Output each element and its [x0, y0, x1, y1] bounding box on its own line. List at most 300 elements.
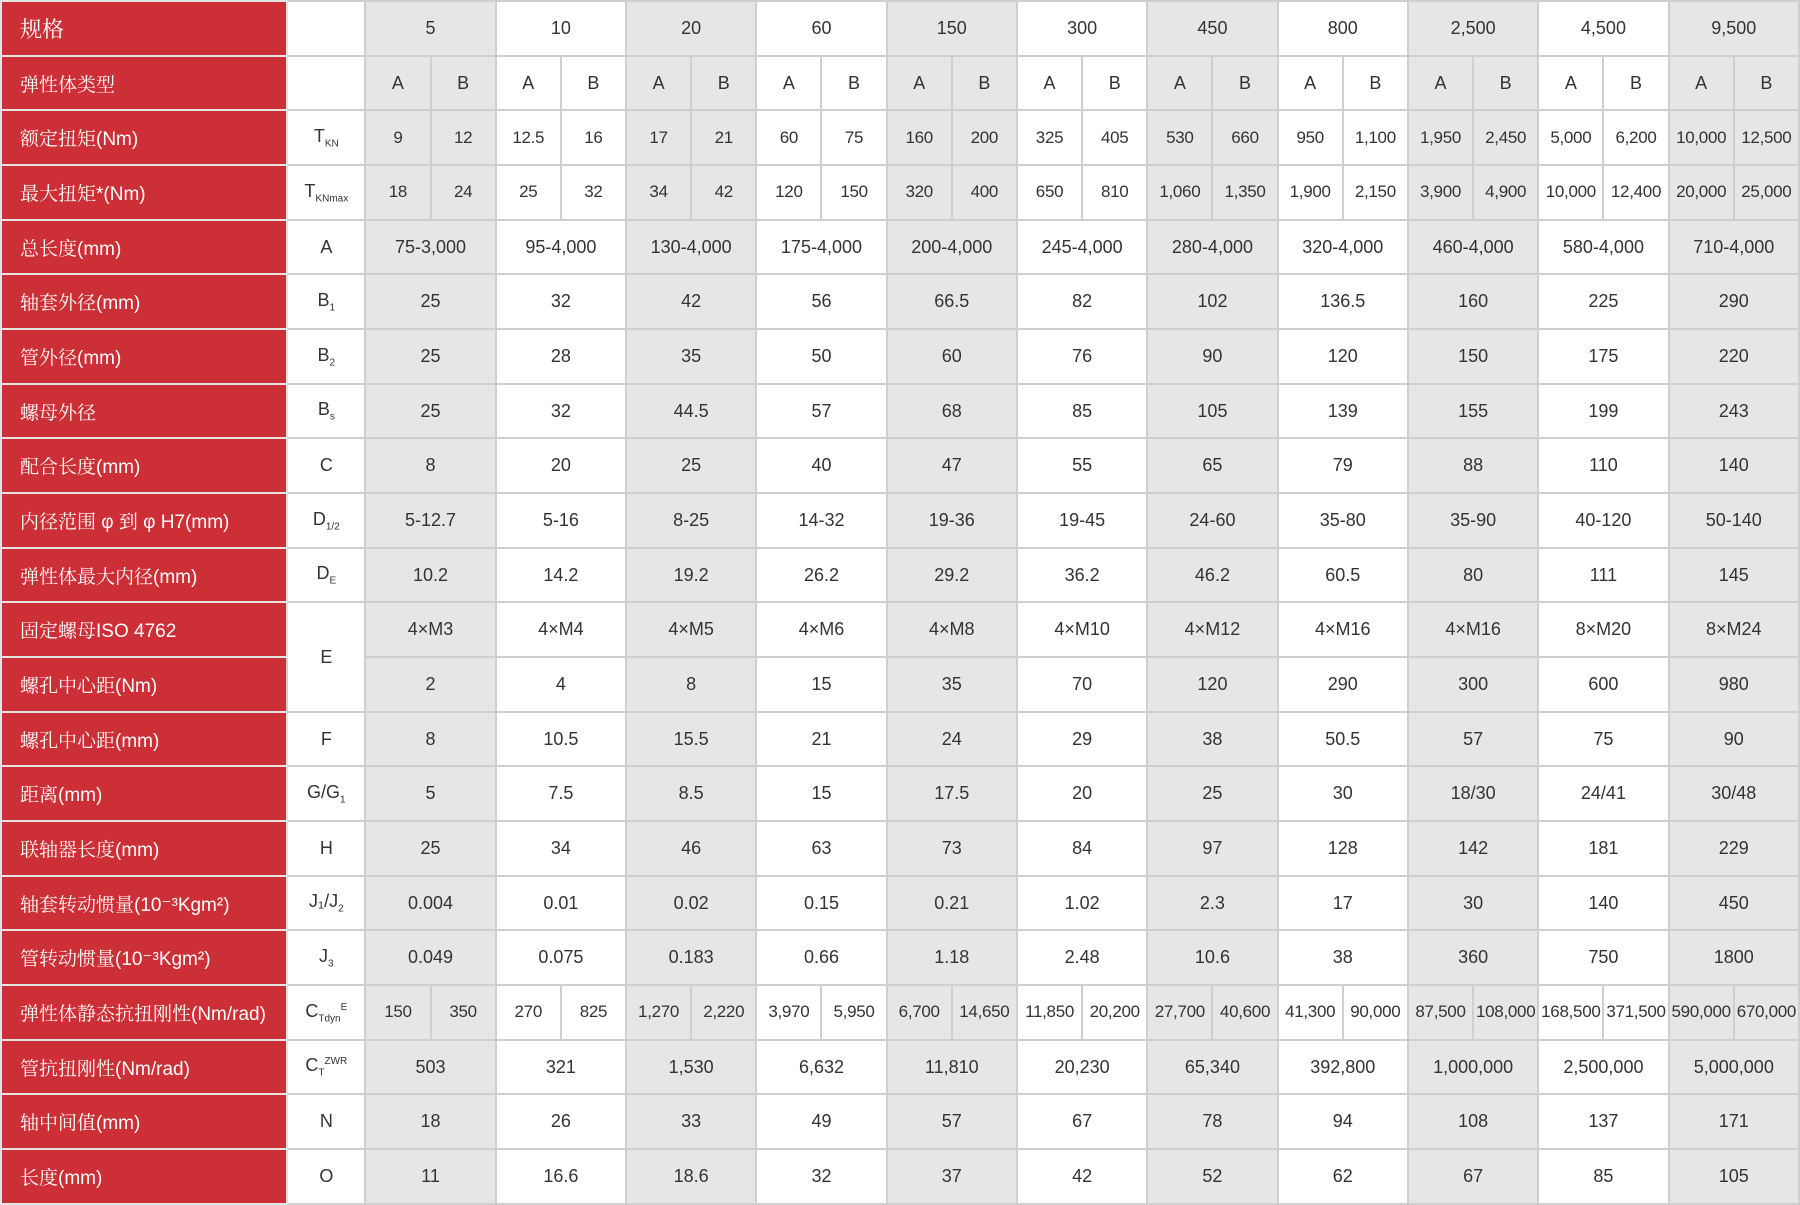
value-cell: 10,000 [1538, 165, 1603, 220]
value-cell: 6,200 [1603, 110, 1668, 165]
value-cell: 27,700 [1147, 985, 1212, 1040]
value-cell: 2,450 [1473, 110, 1538, 165]
value-cell: 42 [626, 274, 756, 329]
type-cell: B [821, 56, 886, 111]
value-cell: 7.5 [496, 766, 626, 821]
value-cell: 530 [1147, 110, 1212, 165]
value-cell: 49 [756, 1094, 886, 1149]
value-cell: 325 [1017, 110, 1082, 165]
value-cell: 405 [1082, 110, 1147, 165]
value-cell: 0.02 [626, 876, 756, 931]
value-cell: 19-45 [1017, 493, 1147, 548]
value-cell: 57 [887, 1094, 1017, 1149]
value-cell: 3,900 [1408, 165, 1473, 220]
value-cell: 17 [626, 110, 691, 165]
value-cell: 35-80 [1278, 493, 1408, 548]
row-label: 长度(mm) [1, 1149, 287, 1204]
value-cell: 8 [365, 438, 495, 493]
symbol-subscript: 1 [329, 302, 336, 314]
value-cell: 110 [1538, 438, 1668, 493]
value-cell: 40,600 [1212, 985, 1277, 1040]
value-cell: 2,220 [691, 985, 756, 1040]
symbol-subscript: 1/2 [325, 521, 340, 533]
symbol-main: B [317, 399, 330, 420]
type-cell: A [1669, 56, 1734, 111]
value-cell: 17 [1278, 876, 1408, 931]
value-cell: 4×M6 [756, 602, 886, 657]
value-cell: 24 [887, 712, 1017, 767]
value-cell: 150 [365, 985, 430, 1040]
value-cell: 18 [365, 165, 430, 220]
value-cell: 42 [1017, 1149, 1147, 1204]
value-cell: 5-16 [496, 493, 626, 548]
value-cell: 0.075 [496, 930, 626, 985]
symbol-main: D [312, 508, 326, 529]
table-row [1, 493, 1799, 548]
value-cell: 2,500,000 [1538, 1040, 1668, 1095]
value-cell: 350 [431, 985, 496, 1040]
row-label: 总长度(mm) [1, 220, 287, 275]
size-header: 60 [756, 1, 886, 56]
row-label: 管抗扭刚性(Nm/rad) [1, 1040, 287, 1095]
symbol-main: O [319, 1166, 334, 1187]
value-cell: 36.2 [1017, 548, 1147, 603]
type-cell: B [691, 56, 756, 111]
value-cell: 140 [1538, 876, 1668, 931]
symbol-main: C [305, 1055, 319, 1076]
value-cell: 84 [1017, 821, 1147, 876]
size-header: 4,500 [1538, 1, 1668, 56]
row-label: 固定螺母ISO 4762 [1, 602, 287, 657]
type-cell: B [1603, 56, 1668, 111]
value-cell: 34 [496, 821, 626, 876]
value-cell: 11,850 [1017, 985, 1082, 1040]
value-cell: 88 [1408, 438, 1538, 493]
value-cell: 47 [887, 438, 1017, 493]
value-cell: 12 [431, 110, 496, 165]
value-cell: 4×M10 [1017, 602, 1147, 657]
symbol-main: B [317, 289, 330, 310]
type-cell: A [365, 56, 430, 111]
symbol-main: D [316, 563, 330, 584]
value-cell: 21 [691, 110, 756, 165]
value-cell: 90 [1147, 329, 1277, 384]
type-cell: B [1212, 56, 1277, 111]
value-cell: 450 [1669, 876, 1799, 931]
value-cell: 26.2 [756, 548, 886, 603]
symbol-main: J₁/J [309, 891, 339, 912]
value-cell: 229 [1669, 821, 1799, 876]
header-row-type [1, 56, 1799, 111]
value-cell: 14,650 [952, 985, 1017, 1040]
table-row [1, 165, 1799, 220]
value-cell: 220 [1669, 329, 1799, 384]
value-cell: 30 [1278, 766, 1408, 821]
size-header: 20 [626, 1, 756, 56]
row-symbol [287, 1040, 365, 1095]
value-cell: 37 [887, 1149, 1017, 1204]
value-cell: 320-4,000 [1278, 220, 1408, 275]
value-cell: 750 [1538, 930, 1668, 985]
value-cell: 590,000 [1669, 985, 1734, 1040]
value-cell: 55 [1017, 438, 1147, 493]
value-cell: 2.3 [1147, 876, 1277, 931]
row-symbol [287, 493, 365, 548]
value-cell: 20 [496, 438, 626, 493]
value-cell: 5,950 [821, 985, 886, 1040]
value-cell: 50 [756, 329, 886, 384]
symbol-main: J [319, 945, 329, 966]
table-row [1, 384, 1799, 439]
value-cell: 1,530 [626, 1040, 756, 1095]
header-type-symbol [287, 56, 365, 111]
symbol-subscript: 2 [338, 903, 344, 915]
value-cell: 57 [756, 384, 886, 439]
value-cell: 139 [1278, 384, 1408, 439]
table-row [1, 274, 1799, 329]
value-cell: 1,000,000 [1408, 1040, 1538, 1095]
symbol-main: T [313, 125, 325, 146]
value-cell: 140 [1669, 438, 1799, 493]
table-row [1, 1149, 1799, 1204]
symbol-main: B [317, 344, 330, 365]
value-cell: 150 [1408, 329, 1538, 384]
value-cell: 20,200 [1082, 985, 1147, 1040]
header-spec-symbol [287, 1, 365, 56]
value-cell: 75 [821, 110, 886, 165]
value-cell: 321 [496, 1040, 626, 1095]
row-label: 弹性体静态抗扭刚性(Nm/rad) [1, 985, 287, 1040]
type-cell: A [626, 56, 691, 111]
value-cell: 400 [952, 165, 1017, 220]
type-cell: B [431, 56, 496, 111]
value-cell: 105 [1147, 384, 1277, 439]
value-cell: 18/30 [1408, 766, 1538, 821]
row-label: 内径范围 φ 到 φ H7(mm) [1, 493, 287, 548]
size-header: 800 [1278, 1, 1408, 56]
value-cell: 371,500 [1603, 985, 1668, 1040]
value-cell: 1,900 [1278, 165, 1343, 220]
value-cell: 60.5 [1278, 548, 1408, 603]
symbol-subscript: KNmax [315, 193, 349, 205]
value-cell: 10.2 [365, 548, 495, 603]
value-cell: 111 [1538, 548, 1668, 603]
value-cell: 200-4,000 [887, 220, 1017, 275]
value-cell: 16.6 [496, 1149, 626, 1204]
value-cell: 20 [1017, 766, 1147, 821]
value-cell: 25 [626, 438, 756, 493]
symbol-main: C [319, 455, 333, 476]
value-cell: 4×M12 [1147, 602, 1277, 657]
header-type-label: 弹性体类型 [1, 56, 287, 111]
value-cell: 128 [1278, 821, 1408, 876]
value-cell: 41,300 [1278, 985, 1343, 1040]
symbol-subscript: 3 [328, 958, 334, 970]
type-cell: B [1082, 56, 1147, 111]
value-cell: 825 [561, 985, 626, 1040]
row-label: 螺孔中心距(mm) [1, 712, 287, 767]
row-symbol: E [287, 602, 365, 711]
table-row [1, 712, 1799, 767]
value-cell: 42 [691, 165, 756, 220]
value-cell: 90,000 [1343, 985, 1408, 1040]
value-cell: 60 [887, 329, 1017, 384]
value-cell: 70 [1017, 657, 1147, 712]
row-label: 最大扭矩*(Nm) [1, 165, 287, 220]
value-cell: 1,100 [1343, 110, 1408, 165]
symbol-main: N [319, 1111, 333, 1132]
value-cell: 155 [1408, 384, 1538, 439]
value-cell: 30 [1408, 876, 1538, 931]
value-cell: 950 [1278, 110, 1343, 165]
value-cell: 20,230 [1017, 1040, 1147, 1095]
value-cell: 199 [1538, 384, 1668, 439]
value-cell: 33 [626, 1094, 756, 1149]
value-cell: 145 [1669, 548, 1799, 603]
value-cell: 5,000 [1538, 110, 1603, 165]
value-cell: 4,900 [1473, 165, 1538, 220]
value-cell: 8-25 [626, 493, 756, 548]
value-cell: 60 [756, 110, 821, 165]
table-row [1, 876, 1799, 931]
value-cell: 8×M24 [1669, 602, 1799, 657]
symbol-subscript: E [329, 575, 337, 587]
value-cell: 25 [365, 274, 495, 329]
table-row [1, 766, 1799, 821]
value-cell: 6,632 [756, 1040, 886, 1095]
row-symbol [287, 220, 365, 275]
row-label: 额定扭矩(Nm) [1, 110, 287, 165]
value-cell: 25 [365, 329, 495, 384]
row-symbol [287, 821, 365, 876]
value-cell: 142 [1408, 821, 1538, 876]
value-cell: 171 [1669, 1094, 1799, 1149]
value-cell: 32 [496, 274, 626, 329]
value-cell: 136.5 [1278, 274, 1408, 329]
size-header: 2,500 [1408, 1, 1538, 56]
value-cell: 24/41 [1538, 766, 1668, 821]
value-cell: 67 [1017, 1094, 1147, 1149]
symbol-main: A [320, 236, 333, 257]
value-cell: 68 [887, 384, 1017, 439]
value-cell: 40-120 [1538, 493, 1668, 548]
value-cell: 1.02 [1017, 876, 1147, 931]
value-cell: 0.049 [365, 930, 495, 985]
value-cell: 600 [1538, 657, 1668, 712]
row-label: 距离(mm) [1, 766, 287, 821]
value-cell: 35 [887, 657, 1017, 712]
value-cell: 243 [1669, 384, 1799, 439]
value-cell: 130-4,000 [626, 220, 756, 275]
row-symbol [287, 1149, 365, 1204]
value-cell: 2.48 [1017, 930, 1147, 985]
row-label: 螺孔中心距(Nm) [1, 657, 287, 712]
value-cell: 57 [1408, 712, 1538, 767]
value-cell: 460-4,000 [1408, 220, 1538, 275]
value-cell: 35 [626, 329, 756, 384]
row-symbol [287, 329, 365, 384]
table-row [1, 1094, 1799, 1149]
symbol-main: C [305, 1000, 319, 1021]
value-cell: 65 [1147, 438, 1277, 493]
value-cell: 4×M16 [1408, 602, 1538, 657]
value-cell: 280-4,000 [1147, 220, 1277, 275]
value-cell: 0.004 [365, 876, 495, 931]
value-cell: 225 [1538, 274, 1668, 329]
value-cell: 1,270 [626, 985, 691, 1040]
value-cell: 26 [496, 1094, 626, 1149]
value-cell: 14-32 [756, 493, 886, 548]
value-cell: 25 [365, 821, 495, 876]
value-cell: 19-36 [887, 493, 1017, 548]
value-cell: 120 [1147, 657, 1277, 712]
row-symbol [287, 876, 365, 931]
type-cell: A [1017, 56, 1082, 111]
row-symbol [287, 110, 365, 165]
value-cell: 16 [561, 110, 626, 165]
value-cell: 34 [626, 165, 691, 220]
value-cell: 15 [756, 657, 886, 712]
row-label: 管转动惯量(10⁻³Kgm²) [1, 930, 287, 985]
table-row [1, 657, 1799, 712]
value-cell: 4×M16 [1278, 602, 1408, 657]
value-cell: 18.6 [626, 1149, 756, 1204]
value-cell: 4×M4 [496, 602, 626, 657]
table-row [1, 985, 1799, 1040]
value-cell: 82 [1017, 274, 1147, 329]
value-cell: 15.5 [626, 712, 756, 767]
row-label: 弹性体最大内径(mm) [1, 548, 287, 603]
value-cell: 392,800 [1278, 1040, 1408, 1095]
value-cell: 25,000 [1734, 165, 1799, 220]
value-cell: 1,060 [1147, 165, 1212, 220]
value-cell: 8 [626, 657, 756, 712]
value-cell: 0.01 [496, 876, 626, 931]
value-cell: 35-90 [1408, 493, 1538, 548]
value-cell: 137 [1538, 1094, 1668, 1149]
row-label: 轴中间值(mm) [1, 1094, 287, 1149]
table-row [1, 821, 1799, 876]
value-cell: 160 [1408, 274, 1538, 329]
value-cell: 15 [756, 766, 886, 821]
symbol-subscript: s [329, 411, 335, 423]
value-cell: 78 [1147, 1094, 1277, 1149]
value-cell: 8 [365, 712, 495, 767]
value-cell: 108,000 [1473, 985, 1538, 1040]
value-cell: 5,000,000 [1669, 1040, 1799, 1095]
value-cell: 200 [952, 110, 1017, 165]
row-symbol [287, 1094, 365, 1149]
value-cell: 9 [365, 110, 430, 165]
value-cell: 2 [365, 657, 495, 712]
value-cell: 56 [756, 274, 886, 329]
type-cell: A [1538, 56, 1603, 111]
value-cell: 32 [756, 1149, 886, 1204]
value-cell: 175-4,000 [756, 220, 886, 275]
row-symbol [287, 712, 365, 767]
value-cell: 66.5 [887, 274, 1017, 329]
value-cell: 85 [1017, 384, 1147, 439]
value-cell: 12,500 [1734, 110, 1799, 165]
value-cell: 5 [365, 766, 495, 821]
symbol-superscript: ZWR [324, 1056, 348, 1068]
size-header: 150 [887, 1, 1017, 56]
symbol-subscript: T [318, 1067, 325, 1079]
value-cell: 181 [1538, 821, 1668, 876]
value-cell: 28 [496, 329, 626, 384]
value-cell: 245-4,000 [1017, 220, 1147, 275]
value-cell: 503 [365, 1040, 495, 1095]
row-symbol [287, 165, 365, 220]
value-cell: 102 [1147, 274, 1277, 329]
value-cell: 17.5 [887, 766, 1017, 821]
value-cell: 90 [1669, 712, 1799, 767]
value-cell: 62 [1278, 1149, 1408, 1204]
value-cell: 21 [756, 712, 886, 767]
value-cell: 24 [431, 165, 496, 220]
value-cell: 25 [1147, 766, 1277, 821]
value-cell: 290 [1669, 274, 1799, 329]
value-cell: 79 [1278, 438, 1408, 493]
spec-table-body [1, 1, 1799, 1204]
value-cell: 160 [887, 110, 952, 165]
value-cell: 0.15 [756, 876, 886, 931]
table-row [1, 1040, 1799, 1095]
symbol-main: F [320, 728, 332, 749]
value-cell: 2,150 [1343, 165, 1408, 220]
value-cell: 6,700 [887, 985, 952, 1040]
value-cell: 3,970 [756, 985, 821, 1040]
value-cell: 80 [1408, 548, 1538, 603]
value-cell: 52 [1147, 1149, 1277, 1204]
value-cell: 120 [1278, 329, 1408, 384]
value-cell: 11,810 [887, 1040, 1017, 1095]
value-cell: 25 [365, 384, 495, 439]
value-cell: 12,400 [1603, 165, 1668, 220]
size-header: 9,500 [1669, 1, 1799, 56]
value-cell: 11 [365, 1149, 495, 1204]
type-cell: A [1408, 56, 1473, 111]
value-cell: 38 [1147, 712, 1277, 767]
table-row [1, 220, 1799, 275]
value-cell: 650 [1017, 165, 1082, 220]
size-header: 300 [1017, 1, 1147, 56]
type-cell: A [756, 56, 821, 111]
type-cell: B [1473, 56, 1538, 111]
symbol-main: G/G [307, 781, 341, 802]
value-cell: 29.2 [887, 548, 1017, 603]
value-cell: 660 [1212, 110, 1277, 165]
row-symbol [287, 548, 365, 603]
value-cell: 19.2 [626, 548, 756, 603]
value-cell: 87,500 [1408, 985, 1473, 1040]
value-cell: 97 [1147, 821, 1277, 876]
value-cell: 120 [756, 165, 821, 220]
type-cell: B [561, 56, 626, 111]
value-cell: 0.21 [887, 876, 1017, 931]
value-cell: 50.5 [1278, 712, 1408, 767]
row-symbol [287, 384, 365, 439]
symbol-subscript: KN [324, 138, 339, 150]
value-cell: 24-60 [1147, 493, 1277, 548]
row-label: 螺母外径 [1, 384, 287, 439]
value-cell: 20,000 [1669, 165, 1734, 220]
size-header: 450 [1147, 1, 1277, 56]
table-row [1, 438, 1799, 493]
value-cell: 38 [1278, 930, 1408, 985]
table-row [1, 548, 1799, 603]
row-symbol [287, 766, 365, 821]
